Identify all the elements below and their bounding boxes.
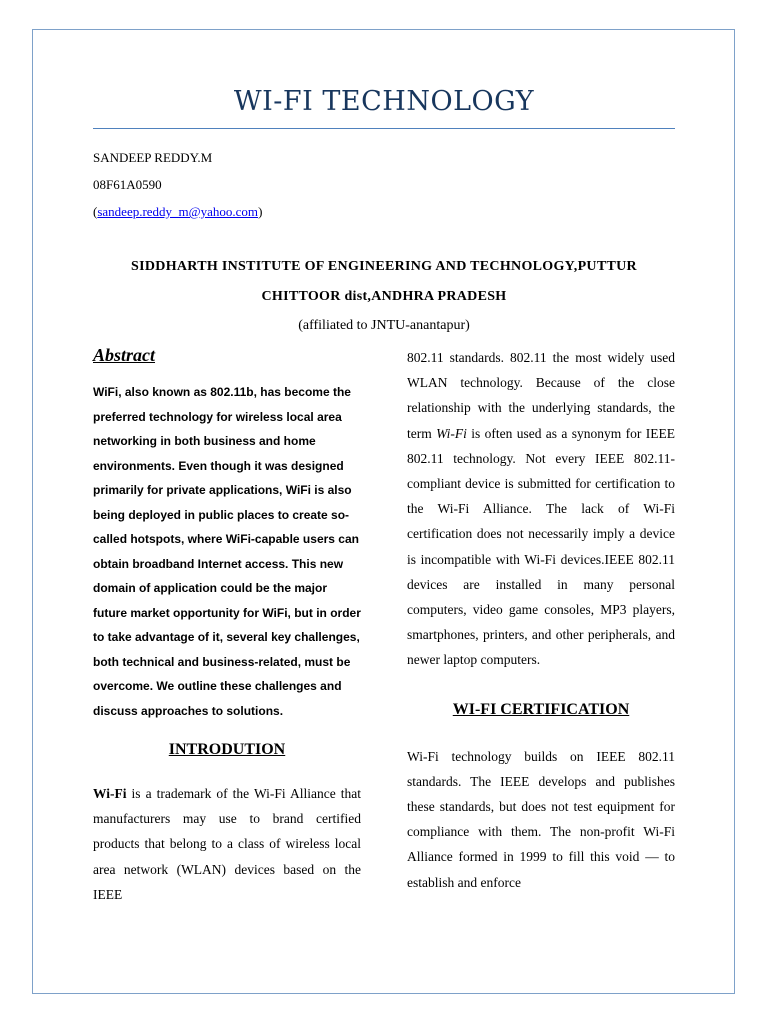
institution-name: SIDDHARTH INSTITUTE OF ENGINEERING AND TECHNOLOGY,PUTTUR (131, 259, 637, 274)
certification-heading: WI-FI CERTIFICATION (452, 700, 630, 718)
title-divider (93, 128, 675, 129)
abstract-body: WiFi, also known as 802.11b, has become the preferred technology for wireless local area networking in both business and home environments. Even though it was designed primarily for private applications, WiFi is also being deployed in public places to create so-called hotspots, where WiFi-capable users can obtain broadband Internet access. This new domain of application could be the major future market opportunity for WiFi, but in order to take advantage of it, several key challenges, both technical and business-related, must be overcome. We outline these challenges and discuss approaches to solutions. (93, 385, 361, 718)
email-open-paren: ( (93, 204, 98, 219)
certification-paragraph: Wi-Fi technology builds on IEEE 802.11 standards. The IEEE develops and publishes these standards, but does not test equipment for compliance with them. The non-profit Wi-Fi Alliance formed in 1999 to fill this void — to establish and enforce (407, 748, 675, 890)
continuation-part1: 802.11 standards. 802.11 the most widely used WLAN technology. Because of the close relationship with the underlying standards, the term (407, 350, 675, 441)
author-email-link[interactable]: sandeep.reddy_m@yahoo.com (97, 204, 259, 219)
introduction-text: is a trademark of the Wi-Fi Alliance that manufacturers may use to brand certified products that belong to a class of wireless local area network (WLAN) devices based on the IEEE (93, 786, 361, 902)
abstract-heading: Abstract (93, 345, 156, 365)
author-id: 08F61A0590 (93, 177, 162, 192)
institution-location: CHITTOOR dist,ANDHRA PRADESH (261, 289, 507, 304)
continuation-term: Wi-Fi (436, 425, 467, 441)
introduction-term: Wi-Fi (93, 786, 127, 801)
institution-affiliation: (affiliated to JNTU-anantapur) (298, 318, 470, 333)
page-title: WI-FI TECHNOLOGY (233, 86, 535, 117)
introduction-heading: INTRODUTION (168, 741, 286, 758)
introduction-paragraph (93, 781, 361, 907)
author-email-line (93, 204, 262, 220)
right-column (407, 345, 675, 895)
email-close-paren: ) (258, 204, 263, 219)
left-column (93, 345, 361, 907)
continuation-paragraph (407, 345, 675, 673)
continuation-part2: is often used as a synonym for IEEE 802.11 technology. Not every IEEE 802.11-compliant device is submitted for certification to the Wi-Fi Alliance. The lack of Wi-Fi certification does not necessarily imply a device is incompatible with Wi-Fi devices.IEEE 802.11 devices are installed in many personal computers, video game consoles, MP3 players, smartphones, printers, and other peripherals, and newer laptop computers. (407, 425, 675, 668)
author-name: SANDEEP REDDY.M (93, 150, 213, 165)
